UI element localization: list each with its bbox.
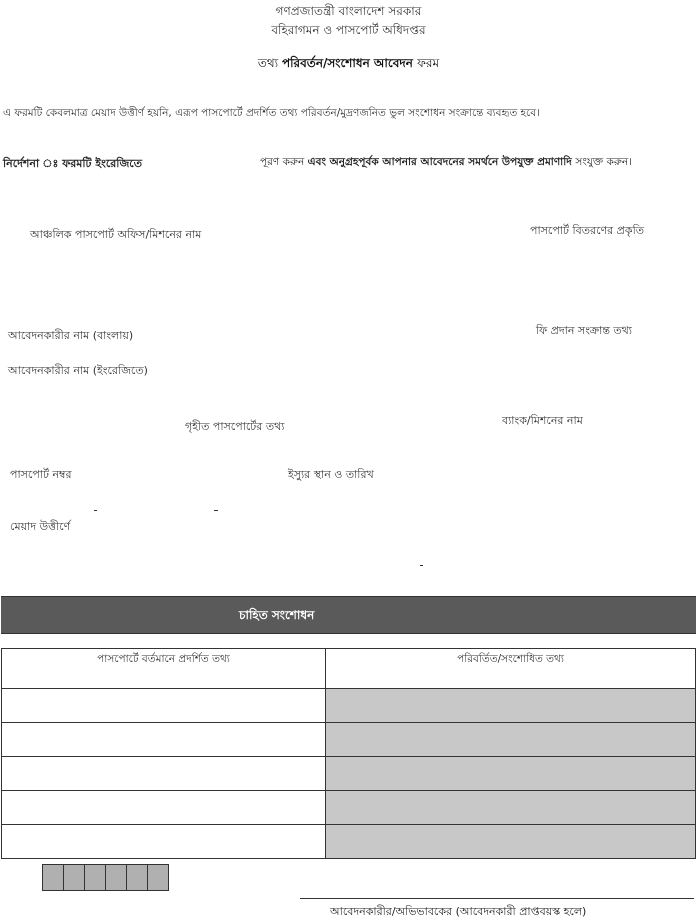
current-info-cell[interactable]: [2, 757, 326, 791]
form-title: [0, 55, 697, 75]
passport-number-label: পাসপোর্ট নম্বর: [10, 468, 72, 481]
field-mark: [94, 510, 97, 511]
current-info-cell[interactable]: [2, 723, 326, 757]
department-name: বহিরাগমন ও পাসপোর্ট অধিদপ্তর: [271, 23, 426, 37]
correction-section-title: চাহিত সংশোধন: [239, 608, 315, 622]
form-title-main: পরিবর্তন/সংশোধন আবেদন: [281, 56, 418, 70]
applicant-name-en-label: আবেদনকারীর নাম (ইংরেজিতে): [8, 364, 148, 377]
table-row: [2, 791, 696, 825]
table-row: [2, 723, 696, 757]
current-info-cell[interactable]: [2, 689, 326, 723]
date-box[interactable]: [147, 864, 169, 891]
government-name: গণপ্রজাতন্ত্রী বাংলাদেশ সরকার: [275, 4, 422, 18]
fee-info-label: ফি প্রদান সংক্রান্ত তথ্য: [536, 324, 632, 337]
instructions-part1: পূরণ করুন: [260, 156, 308, 168]
issue-place-date-label: ইস্যুর স্থান ও তারিখ: [288, 468, 374, 481]
date-box[interactable]: [105, 864, 127, 891]
changed-info-cell[interactable]: [326, 757, 696, 791]
instructions-label: নির্দেশনা ঃ ফরমটি ইংরেজিতে: [3, 157, 142, 170]
received-passport-label: গৃহীত পাসপোর্টের তথ্য: [185, 420, 285, 433]
changed-info-cell[interactable]: [326, 825, 696, 859]
date-box[interactable]: [63, 864, 85, 891]
date-box[interactable]: [84, 864, 106, 891]
date-box[interactable]: [126, 864, 148, 891]
current-info-cell[interactable]: [2, 791, 326, 825]
regional-office-label: আঞ্চলিক পাসপোর্ট অফিস/মিশনের নাম: [30, 228, 202, 241]
form-title-suffix: ফরম: [417, 56, 440, 70]
field-mark: [214, 510, 218, 511]
expiry-label: মেয়াদ উত্তীর্ণে: [10, 520, 71, 533]
changed-info-cell[interactable]: [326, 791, 696, 825]
date-box[interactable]: [42, 864, 64, 891]
changed-info-cell[interactable]: [326, 723, 696, 757]
column-changed-info: পরিবর্তিত/সংশোধিত তথ্য: [326, 649, 696, 689]
bank-mission-label: ব্যাংক/মিশনের নাম: [502, 414, 583, 427]
correction-section-header: [1, 596, 696, 634]
table-row: [2, 757, 696, 791]
instructions-part3: সংযুক্ত করুন।: [575, 156, 632, 168]
form-title-prefix: তথ্য: [257, 56, 282, 70]
delivery-type-label: পাসপোর্ট বিতরণের প্রকৃতি: [530, 224, 644, 237]
changed-info-cell[interactable]: [326, 689, 696, 723]
date-boxes: [42, 864, 168, 891]
field-mark: [420, 565, 423, 566]
table-row: [2, 689, 696, 723]
instructions-part2: এবং অনুগ্রহপূর্বক আপনার আবেদনের সমর্থনে উপযুক্ত প্রমাণাদি: [307, 156, 576, 168]
correction-table: [1, 648, 696, 859]
instructions-text: [260, 155, 632, 172]
usage-notice: এ ফরমটি কেবলমাত্র মেয়াদ উত্তীর্ণ হয়নি, এরূপ পাসপোর্টে প্রদর্শিত তথ্য পরিবর্তন/মুদ্রণজনিত ভুল সংশোধন সংক্রান্তে ব্যবহৃত হবে।: [3, 107, 540, 119]
applicant-name-bn-label: আবেদনকারীর নাম (বাংলায়): [8, 329, 134, 342]
column-current-info: পাসপোর্টে বর্তমানে প্রদর্শিত তথ্য: [2, 649, 326, 689]
table-row: [2, 825, 696, 859]
signature-label: আবেদনকারীর/অভিভাবকের (আবেদনকারী প্রাপ্তবয়স্ক হলে): [330, 905, 587, 918]
current-info-cell[interactable]: [2, 825, 326, 859]
table-header-row: [2, 649, 696, 689]
signature-line[interactable]: [300, 898, 694, 899]
